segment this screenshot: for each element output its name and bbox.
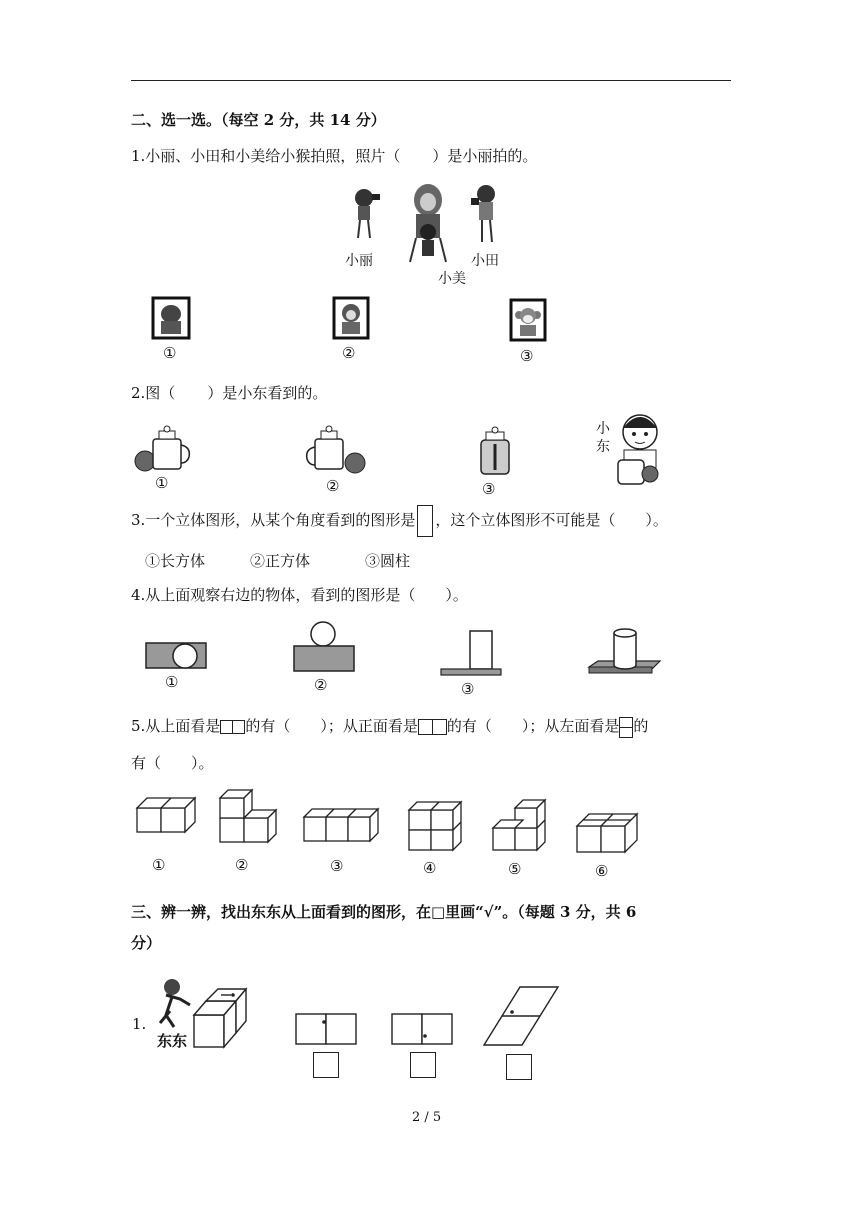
q4-object-figure [588, 625, 662, 677]
q5-option-3-label: ③ [330, 857, 344, 875]
q5-text-line1: 5.从上面看是 的有（ ）；从正面看是 的有（ ）；从左面看是 的 [131, 716, 648, 738]
q5-option-6-figure [573, 810, 639, 856]
q3-choice-2: ②正方体 [250, 552, 311, 570]
q5-option-1-figure [133, 790, 193, 840]
q2-option-1-figure [133, 425, 193, 473]
q2-option-3-figure [476, 428, 516, 478]
q4-option-3-figure [440, 629, 502, 679]
monkey-figure [410, 184, 446, 262]
q4-option-2-figure [293, 621, 355, 673]
q4-option-1-label: ① [165, 673, 179, 691]
q5-option-1-label: ① [152, 856, 166, 874]
q1-option-3-label: ③ [520, 347, 534, 365]
s3-option-b-figure [390, 1012, 454, 1052]
q5-top-shape-a [220, 720, 233, 734]
q4-option-2-label: ② [314, 676, 328, 694]
q2-option-1-label: ① [155, 474, 169, 492]
name-xiaomei: 小美 [438, 271, 466, 287]
q3-text: 3.一个立体图形，从某个角度看到的图形是 ，这个立体图形不可能是（ ）。 [131, 505, 668, 537]
name-xiaotian: 小田 [471, 253, 499, 269]
q5-front-shape-a [418, 719, 433, 735]
q1-option-1-label: ① [163, 344, 177, 362]
q2-option-3-label: ③ [482, 480, 496, 498]
q2-option-2-label: ② [326, 477, 340, 495]
xiaotian-figure [471, 185, 495, 242]
name-xiaoli: 小丽 [345, 253, 373, 269]
q5-option-5-label: ⑤ [508, 860, 522, 878]
q4-text: 4.从上面观察右边的物体，看到的图形是（ ）。 [131, 586, 468, 604]
q5-option-5-figure [489, 798, 549, 856]
photo-option-3 [510, 299, 546, 341]
xiaodong-label: 小东 [596, 421, 610, 455]
section-3-heading-line1: 三、辨一辨，找出东东从上面看到的图形，在□里画“√”。（每题 3 分，共 6 [131, 903, 637, 921]
s3-option-b-checkbox[interactable] [410, 1052, 436, 1078]
q5-option-3-figure [300, 805, 382, 845]
q5-option-4-figure [405, 798, 463, 854]
q5-option-4-label: ④ [423, 859, 437, 877]
s3-option-a-checkbox[interactable] [313, 1052, 339, 1078]
q3-choice-1: ①长方体 [145, 552, 206, 570]
q5-text-line2: 有（ ）。 [131, 754, 214, 772]
xiaodong-figure [610, 408, 670, 488]
dongdong-label: 东东 [157, 1032, 188, 1050]
q2-text: 2.图（ ）是小东看到的。 [131, 384, 328, 402]
q4-option-3-label: ③ [461, 680, 475, 698]
q1-option-2-label: ② [342, 344, 356, 362]
q5-front-shape-b [433, 719, 447, 735]
top-rule [131, 80, 731, 81]
section-3-heading-line2: 分） [131, 934, 162, 952]
q1-text: 1.小丽、小田和小美给小猴拍照，照片（ ）是小丽拍的。 [131, 147, 538, 165]
q5-option-6-label: ⑥ [595, 862, 609, 880]
q2-option-2-figure [305, 425, 370, 473]
section-2-heading: 二、选一选。（每空 2 分，共 14 分） [131, 111, 386, 129]
q5-top-shape-b [233, 720, 245, 734]
s3-q1-number: 1. [132, 1015, 147, 1033]
page-number: 2 / 5 [412, 1110, 442, 1125]
q3-rectangle-shape [417, 505, 433, 537]
xiaoli-figure [355, 189, 380, 238]
s3-option-c-checkbox[interactable] [506, 1054, 532, 1080]
q5-option-2-figure [216, 788, 276, 846]
q3-choice-3: ③圆柱 [365, 552, 411, 570]
q5-option-2-label: ② [235, 856, 249, 874]
photo-option-2 [333, 297, 369, 339]
q5-left-shape [619, 717, 633, 738]
q4-option-1-figure [145, 640, 207, 670]
photo-option-1 [152, 297, 190, 339]
s3-option-c-figure [482, 985, 562, 1047]
